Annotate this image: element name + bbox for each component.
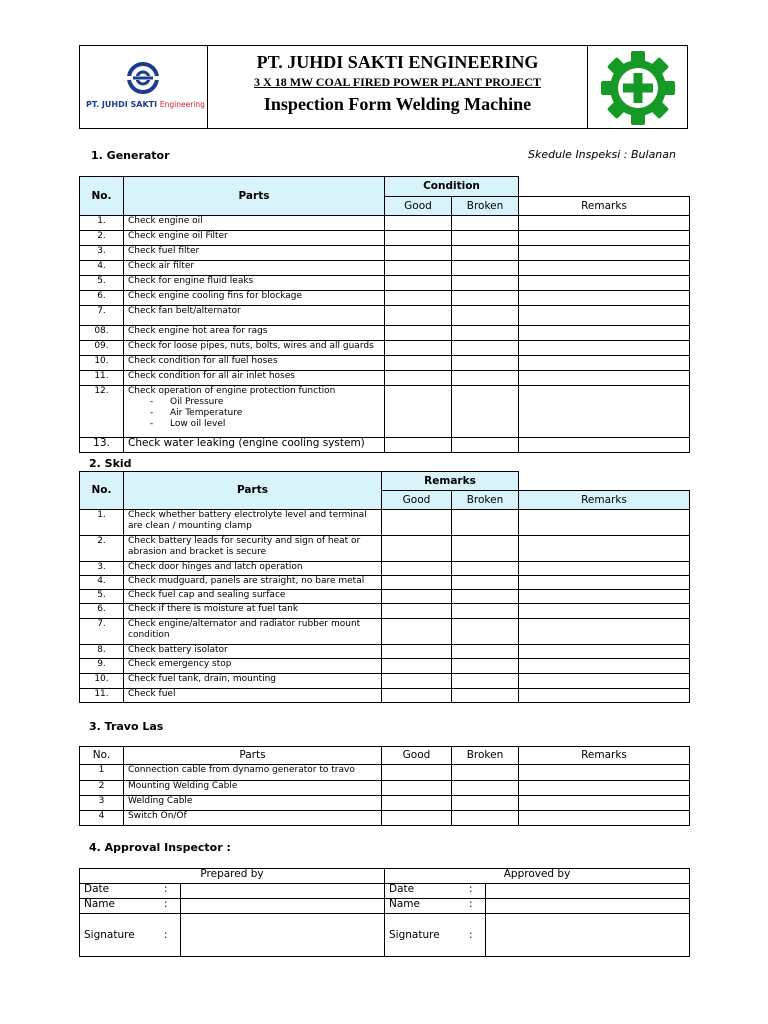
good-cell[interactable] xyxy=(382,659,452,674)
remarks-cell[interactable] xyxy=(519,326,690,341)
broken-cell[interactable] xyxy=(452,246,519,261)
broken-cell[interactable] xyxy=(452,781,519,796)
good-cell[interactable] xyxy=(385,371,452,386)
remarks-cell[interactable] xyxy=(519,341,690,356)
broken-cell[interactable] xyxy=(452,659,519,674)
remarks-cell[interactable] xyxy=(519,536,690,562)
remarks-cell[interactable] xyxy=(519,619,690,645)
logo-text: PT. JUHDI SAKTI Engineering xyxy=(86,100,205,109)
table-row: 11. Check fuel xyxy=(80,689,690,703)
remarks-cell[interactable] xyxy=(519,371,690,386)
juhdi-logo-icon xyxy=(123,58,163,98)
remarks-cell[interactable] xyxy=(519,604,690,619)
remarks-cell[interactable] xyxy=(519,659,690,674)
approved-by-label: Approved by xyxy=(385,869,690,884)
broken-cell[interactable] xyxy=(452,765,519,781)
good-cell[interactable] xyxy=(385,306,452,326)
broken-cell[interactable] xyxy=(452,216,519,231)
header-broken: Broken xyxy=(452,747,519,765)
header-remarks: Remarks xyxy=(519,491,690,510)
table-row: 8. Check battery isolator xyxy=(80,645,690,659)
good-cell[interactable] xyxy=(382,645,452,659)
prepared-by-label: Prepared by xyxy=(80,869,385,884)
project-name: 3 X 18 MW COAL FIRED POWER PLANT PROJECT xyxy=(254,75,541,89)
header-no: No. xyxy=(80,747,124,765)
table-row: 1. Check engine oil xyxy=(80,216,690,231)
header-good: Good xyxy=(382,491,452,510)
remarks-cell[interactable] xyxy=(519,356,690,371)
broken-cell[interactable] xyxy=(452,261,519,276)
good-cell[interactable] xyxy=(382,590,452,604)
table-row: 08. Check engine hot area for rags xyxy=(80,326,690,341)
table-row: 5. Check for engine fluid leaks xyxy=(80,276,690,291)
table-row: 4. Check air filter xyxy=(80,261,690,276)
section-title-skid: 2. Skid xyxy=(89,457,132,470)
table-row: 5. Check fuel cap and sealing surface xyxy=(80,590,690,604)
remarks-cell[interactable] xyxy=(519,796,690,811)
prepared-signature-field[interactable] xyxy=(181,914,385,957)
broken-cell[interactable] xyxy=(452,510,519,536)
good-cell[interactable] xyxy=(382,510,452,536)
broken-cell[interactable] xyxy=(452,619,519,645)
good-cell[interactable] xyxy=(382,604,452,619)
name-row: Name : Name : xyxy=(80,899,690,914)
broken-cell[interactable] xyxy=(452,689,519,703)
remarks-cell[interactable] xyxy=(519,590,690,604)
remarks-cell[interactable] xyxy=(519,276,690,291)
broken-cell[interactable] xyxy=(452,306,519,326)
good-cell[interactable] xyxy=(382,689,452,703)
header-remarks: Remarks xyxy=(519,197,690,216)
good-cell[interactable] xyxy=(385,246,452,261)
header-broken: Broken xyxy=(452,197,519,216)
remarks-cell[interactable] xyxy=(519,576,690,590)
table-row: 7. Check engine/alternator and radiator rubber mount condition xyxy=(80,619,690,645)
table-row: 3. Check door hinges and latch operation xyxy=(80,562,690,576)
good-cell[interactable] xyxy=(382,576,452,590)
good-cell[interactable] xyxy=(382,536,452,562)
table-row: 3 Welding Cable xyxy=(80,796,690,811)
remarks-cell[interactable] xyxy=(519,811,690,826)
table-row: 7. Check fan belt/alternator xyxy=(80,306,690,326)
good-cell[interactable] xyxy=(385,261,452,276)
gear-plus-icon xyxy=(596,51,680,125)
good-cell[interactable] xyxy=(385,341,452,356)
approved-name-field[interactable] xyxy=(486,899,690,914)
good-cell[interactable] xyxy=(385,326,452,341)
remarks-cell[interactable] xyxy=(519,306,690,326)
good-cell[interactable] xyxy=(382,781,452,796)
section-title-approval: 4. Approval Inspector : xyxy=(89,841,231,854)
broken-cell[interactable] xyxy=(452,386,519,438)
section-title-generator: 1. Generator xyxy=(91,149,170,162)
remarks-cell[interactable] xyxy=(519,645,690,659)
broken-cell[interactable] xyxy=(452,576,519,590)
table-row: 2. Check battery leads for security and sign of heat or abrasion and bracket is secure xyxy=(80,536,690,562)
form-title: Inspection Form Welding Machine xyxy=(263,94,532,114)
header-parts: Parts xyxy=(124,747,382,765)
broken-cell[interactable] xyxy=(452,371,519,386)
good-cell[interactable] xyxy=(382,811,452,826)
good-cell[interactable] xyxy=(382,796,452,811)
header-condition: Remarks xyxy=(382,472,519,491)
header-no: No. xyxy=(80,177,124,216)
header-broken: Broken xyxy=(452,491,519,510)
date-row: Date : Date : xyxy=(80,884,690,899)
remarks-cell[interactable] xyxy=(519,689,690,703)
table-row: 1 Connection cable from dynamo generator to travo xyxy=(80,765,690,781)
good-cell[interactable] xyxy=(385,231,452,246)
broken-cell[interactable] xyxy=(452,562,519,576)
table-row: 4 Switch On/Of xyxy=(80,811,690,826)
sub-list: - Oil Pressure - Air Temperature - Low oil level xyxy=(128,397,380,430)
signature-row: Signature : Signature : xyxy=(80,914,690,957)
good-cell[interactable] xyxy=(382,765,452,781)
approved-date-field[interactable] xyxy=(486,884,690,899)
table-row: 6. Check engine cooling fins for blockage xyxy=(80,291,690,306)
broken-cell[interactable] xyxy=(452,811,519,826)
table-row: 2 Mounting Welding Cable xyxy=(80,781,690,796)
generator-table xyxy=(79,176,690,453)
header-remarks: Remarks xyxy=(519,747,690,765)
remarks-cell[interactable] xyxy=(519,562,690,576)
table-row: 9. Check emergency stop xyxy=(80,659,690,674)
header-no: No. xyxy=(80,472,124,510)
good-cell[interactable] xyxy=(382,674,452,689)
table-row: 13. Check water leaking (engine cooling system) xyxy=(80,438,690,453)
schedule-label: Skedule Inspeksi : Bulanan xyxy=(528,148,676,161)
header-parts: Parts xyxy=(124,472,382,510)
remarks-cell[interactable] xyxy=(519,386,690,438)
table-row: 12. Check operation of engine protection function - Oil Pressure - Air Temperature - Low oil level xyxy=(80,386,690,438)
broken-cell[interactable] xyxy=(452,356,519,371)
table-row: 2. Check engine oil Filter xyxy=(80,231,690,246)
table-row: 3. Check fuel filter xyxy=(80,246,690,261)
broken-cell[interactable] xyxy=(452,536,519,562)
remarks-cell[interactable] xyxy=(519,674,690,689)
broken-cell[interactable] xyxy=(452,796,519,811)
remarks-cell[interactable] xyxy=(519,291,690,306)
good-cell[interactable] xyxy=(382,619,452,645)
good-cell[interactable] xyxy=(385,216,452,231)
broken-cell[interactable] xyxy=(452,590,519,604)
broken-cell[interactable] xyxy=(452,341,519,356)
broken-cell[interactable] xyxy=(452,326,519,341)
remarks-cell[interactable] xyxy=(519,261,690,276)
company-logo xyxy=(80,46,208,128)
remarks-cell[interactable] xyxy=(519,781,690,796)
table-header-row xyxy=(80,747,690,765)
remarks-cell[interactable] xyxy=(519,246,690,261)
table-row: 6. Check if there is moisture at fuel tank xyxy=(80,604,690,619)
good-cell[interactable] xyxy=(385,291,452,306)
good-cell[interactable] xyxy=(385,356,452,371)
prepared-date-field[interactable] xyxy=(181,884,385,899)
broken-cell[interactable] xyxy=(452,604,519,619)
header-condition: Condition xyxy=(385,177,519,197)
broken-cell[interactable] xyxy=(452,645,519,659)
remarks-cell[interactable] xyxy=(519,231,690,246)
company-name: PT. JUHDI SAKTI ENGINEERING xyxy=(256,52,539,72)
remarks-cell[interactable] xyxy=(519,438,690,453)
table-row: 1. Check whether battery electrolyte level and terminal are clean / mounting clamp xyxy=(80,510,690,536)
remarks-cell[interactable] xyxy=(519,216,690,231)
form-header xyxy=(79,45,688,129)
broken-cell[interactable] xyxy=(452,438,519,453)
table-row: 4. Check mudguard, panels are straight, no bare metal xyxy=(80,576,690,590)
table-row: 11. Check condition for all air inlet hoses xyxy=(80,371,690,386)
table-row: 09. Check for loose pipes, nuts, bolts, wires and all guards xyxy=(80,341,690,356)
broken-cell[interactable] xyxy=(452,231,519,246)
approval-table xyxy=(79,868,690,957)
header-good: Good xyxy=(385,197,452,216)
prepared-name-field[interactable] xyxy=(181,899,385,914)
remarks-cell[interactable] xyxy=(519,510,690,536)
header-parts: Parts xyxy=(124,177,385,216)
good-cell[interactable] xyxy=(385,276,452,291)
header-good: Good xyxy=(382,747,452,765)
travo-table xyxy=(79,746,690,826)
broken-cell[interactable] xyxy=(452,276,519,291)
skid-table xyxy=(79,471,690,703)
section-title-travo: 3. Travo Las xyxy=(89,720,164,733)
remarks-cell[interactable] xyxy=(519,765,690,781)
gear-logo xyxy=(588,46,687,128)
good-cell[interactable] xyxy=(385,386,452,438)
approved-signature-field[interactable] xyxy=(486,914,690,957)
good-cell[interactable] xyxy=(382,562,452,576)
table-row: 10. Check fuel tank, drain, mounting xyxy=(80,674,690,689)
broken-cell[interactable] xyxy=(452,674,519,689)
header-titles xyxy=(208,46,588,128)
good-cell[interactable] xyxy=(385,438,452,453)
table-row: 10. Check condition for all fuel hoses xyxy=(80,356,690,371)
broken-cell[interactable] xyxy=(452,291,519,306)
